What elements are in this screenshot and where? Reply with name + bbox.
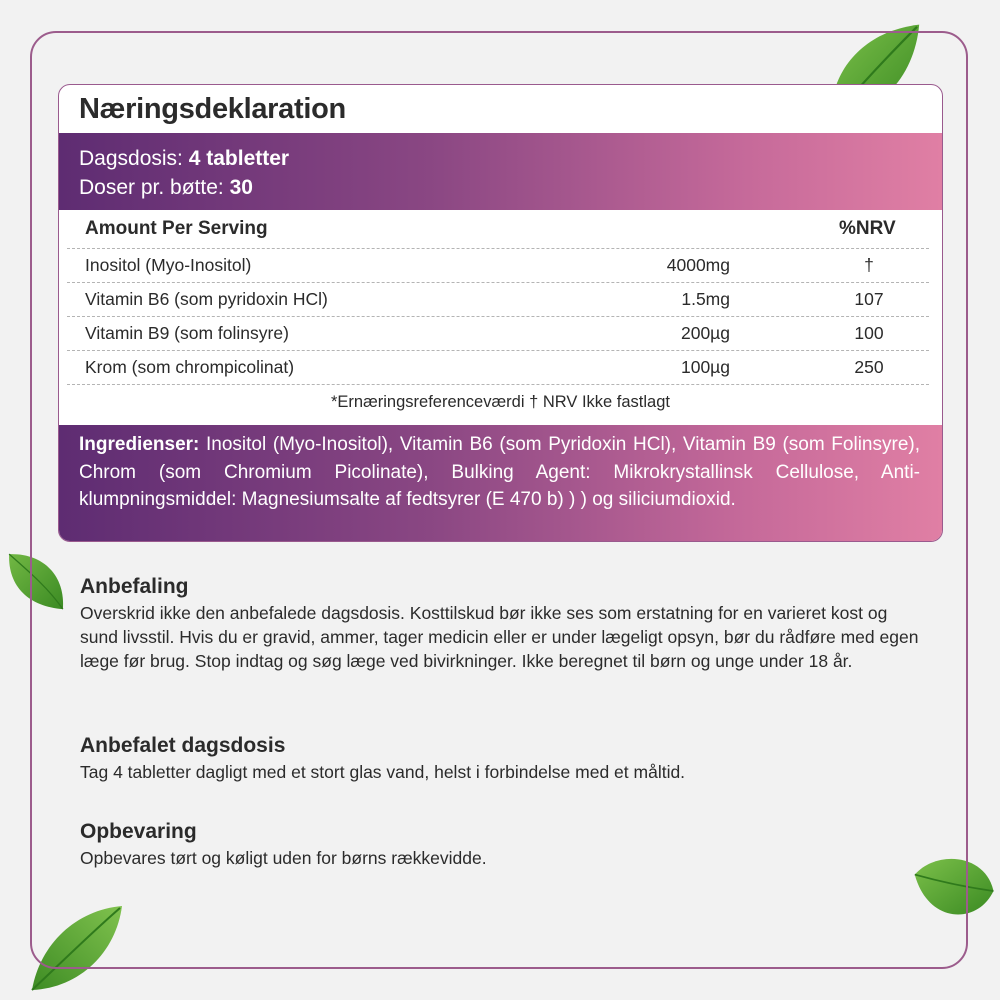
section-body: Opbevares tørt og køligt uden for børns rækkevidde. [80, 848, 487, 868]
daily-dose-value: 4 tabletter [188, 147, 290, 170]
header-amount-per-serving: Amount Per Serving [85, 218, 268, 239]
ingredients-label: Ingredienser: [79, 434, 200, 455]
servings-label: Doser pr. bøtte: [79, 176, 224, 199]
table-row [67, 249, 929, 283]
nutrient-nrv: 250 [854, 357, 884, 377]
nutrient-name: Inositol (Myo-Inositol) [85, 255, 252, 275]
nrv-footnote: *Ernæringsreferenceværdi † NRV Ikke fastlagt [330, 393, 670, 411]
nutrient-amount: 200µg [680, 323, 730, 343]
servings-per-container [79, 173, 922, 202]
section-body: Overskrid ikke den anbefalede dagsdosis. Kosttilskud bør ikke ses som erstatning for en varieret kost og sund livsstil. Hvis du er gravid, ammer, tager medicin eller er under lægeligt opsyn, bør du rådføre med egen læge før brug. Stop indtag og søg læge ved bivirkninger. Ikke beregnet til børn og unge under 18 år. [80, 603, 919, 671]
servings-value: 30 [229, 176, 253, 199]
nutrient-amount: 4000mg [666, 255, 730, 275]
section-recommendation [80, 573, 925, 673]
table-row [67, 317, 929, 351]
nutrient-amount: 100µg [680, 357, 730, 377]
section-title: Opbevaring [80, 820, 197, 843]
section-body: Tag 4 tabletter dagligt med et stort glas vand, helst i forbindelse med et måltid. [80, 762, 686, 782]
ingredients-band [59, 425, 942, 541]
daily-dose [79, 144, 922, 173]
nutrient-amount: 1.5mg [681, 289, 730, 309]
daily-dose-label: Dagsdosis: [79, 147, 183, 170]
nutrient-nrv: † [864, 255, 874, 275]
table-header [67, 209, 929, 249]
nutrition-panel [58, 84, 943, 542]
nutrient-nrv: 107 [854, 289, 884, 309]
table-row [67, 283, 929, 317]
nutrient-name: Vitamin B9 (som folinsyre) [85, 323, 289, 343]
section-title: Anbefalet dagsdosis [80, 734, 286, 757]
nutrient-name: Vitamin B6 (som pyridoxin HCl) [85, 289, 328, 309]
section-storage [80, 818, 925, 870]
header-nrv: %NRV [839, 218, 896, 239]
section-title: Anbefaling [80, 575, 189, 598]
table-row [67, 351, 929, 385]
nutrient-nrv: 100 [854, 323, 884, 343]
section-daily-dose [80, 732, 925, 784]
panel-title: Næringsdeklaration [79, 93, 346, 125]
dose-band [59, 133, 942, 210]
ingredients-text: Inositol (Myo-Inositol), Vitamin B6 (som Pyridoxin HCl), Vitamin B9 (som Folinsyre), Chrom (som Chromium Picolinate), Bulking Agent: Mikrokrystallinsk Cellulose, Anti-klumpningsmiddel: Magnesiumsalte af fedtsyrer (E 470 b) ) ) og siliciumdioxid. [79, 434, 920, 510]
nutrient-name: Krom (som chrompicolinat) [85, 357, 295, 377]
